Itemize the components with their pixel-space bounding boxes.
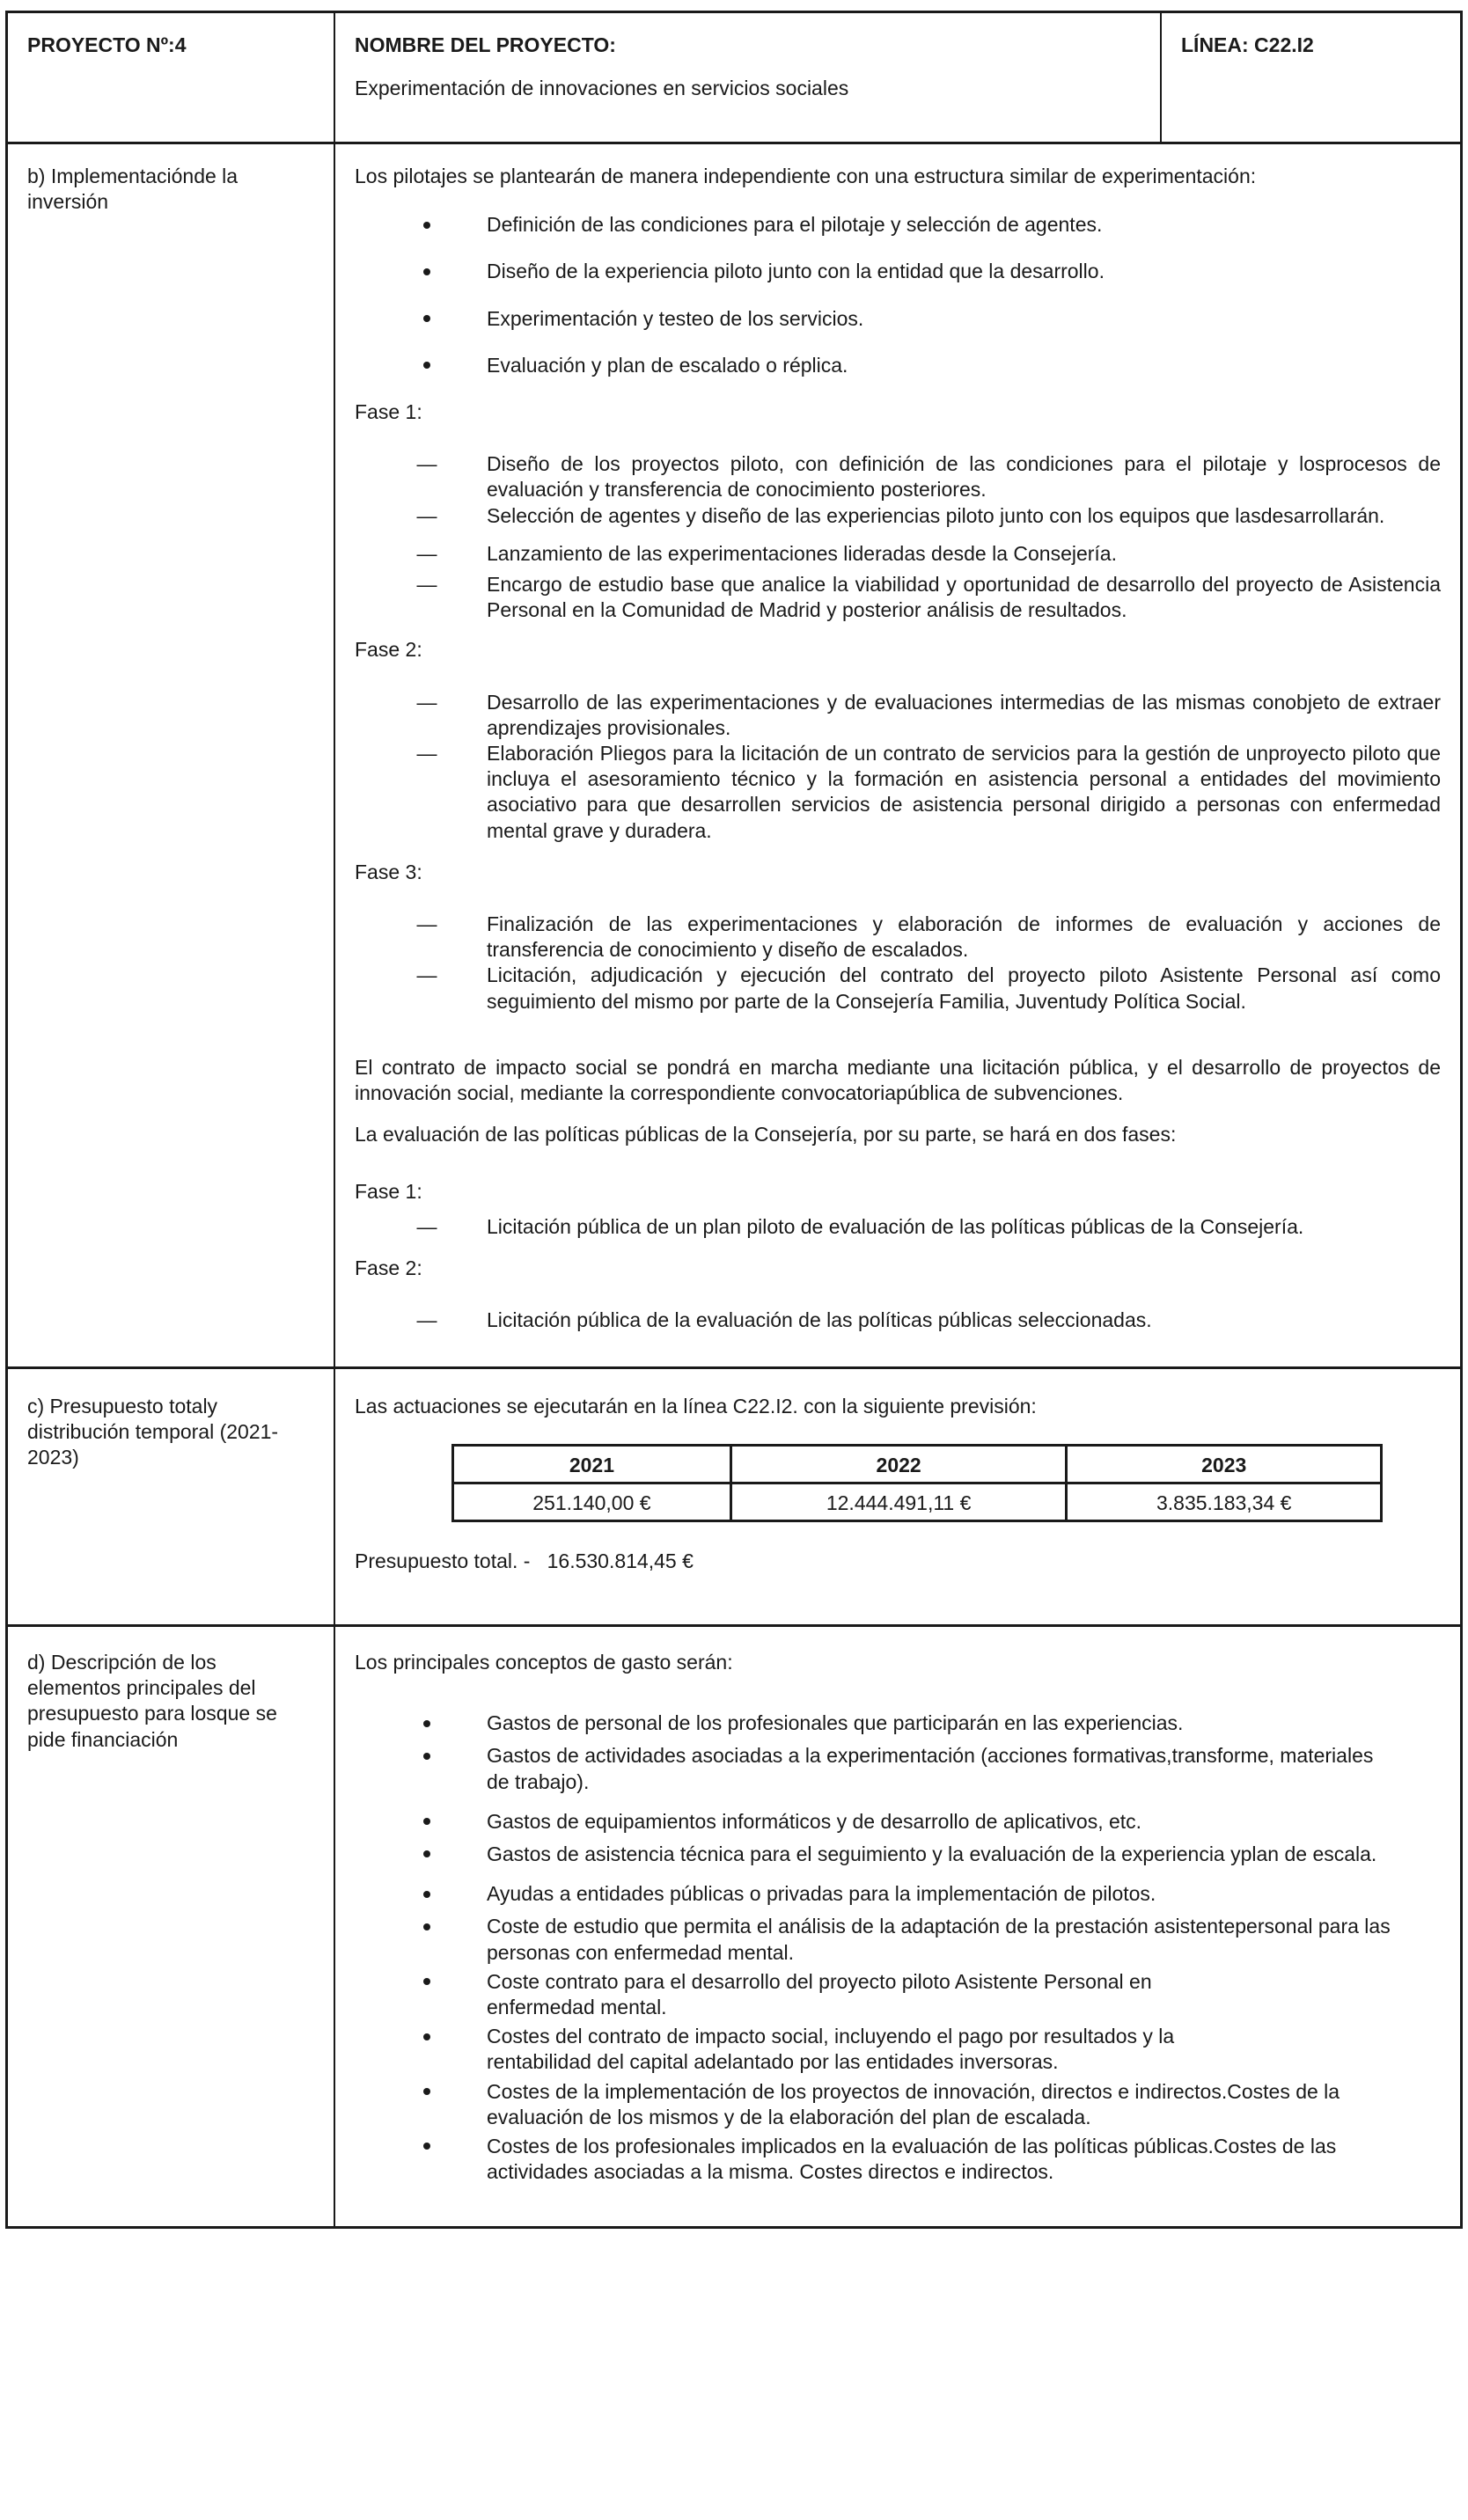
evaluation-phase-2-title: Fase 2: — [355, 1256, 422, 1279]
bullet-icon — [423, 1720, 430, 1727]
budget-header-row — [453, 1446, 1382, 1483]
section-b-intro: Los pilotajes se plantearán de manera independiente con una estructura similar de experimentación: — [355, 165, 1257, 187]
bullet-icon — [423, 2033, 430, 2040]
list-item: Experimentación y testeo de los servicios. — [355, 306, 1441, 332]
bullet-icon — [423, 2143, 430, 2150]
list-item: Ayudas a entidades públicas o privadas para la implementación de pilotos. — [355, 1881, 1398, 1907]
section-d-label-cell — [8, 1627, 335, 2226]
list-item: — Encargo de estudio base que analice la viabilidad y oportunidad de desarrollo del proyecto de Asistencia Personal en la Comunidad de Madrid y posterior análisis de resultados. — [416, 573, 1441, 622]
list-item: — Lanzamiento de las experimentaciones lideradas desde la Consejería. — [355, 541, 1441, 567]
bullet-icon — [423, 315, 430, 322]
expense-concepts-list — [355, 1711, 1398, 2185]
list-item: — Licitación pública de un plan piloto de evaluación de las políticas públicas de la Consejería. — [355, 1214, 1441, 1240]
phase-2-list — [355, 690, 1441, 844]
section-d-content — [335, 1627, 1460, 2226]
list-item: Gastos de asistencia técnica para el seguimiento y la evaluación de la experiencia yplan de escala. — [355, 1842, 1398, 1867]
list-item: Diseño de la experiencia piloto junto con la entidad que la desarrollo. — [355, 259, 1441, 284]
line-cell — [1162, 13, 1460, 142]
project-name: Experimentación de innovaciones en servicios sociales — [355, 77, 849, 100]
dash-icon: — — [416, 1308, 437, 1332]
dash-icon: — — [416, 503, 437, 527]
list-item: Definición de las condiciones para el pilotaje y selección de agentes. — [355, 212, 1441, 238]
budget-value-2023: 3.835.183,34 € — [1067, 1483, 1382, 1521]
evaluation-phase-1-title: Fase 1: — [355, 1180, 422, 1204]
budget-total: Presupuesto total. - 16.530.814,45 € — [355, 1549, 694, 1573]
dash-icon: — — [416, 541, 437, 565]
budget-year-2023: 2023 — [1067, 1446, 1382, 1483]
project-number: PROYECTO Nº:4 — [27, 33, 187, 56]
project-name-label: NOMBRE DEL PROYECTO: — [355, 33, 616, 56]
list-item: Gastos de actividades asociadas a la experimentación (acciones formativas,transforme, materiales de trabajo). — [355, 1743, 1398, 1794]
list-item: Evaluación y plan de escalado o réplica. — [355, 353, 1441, 378]
experimentation-steps-list — [355, 212, 1441, 378]
bullet-icon — [423, 222, 430, 229]
dash-icon: — — [416, 912, 437, 936]
section-d-intro: Los principales conceptos de gasto serán: — [355, 1651, 733, 1674]
project-number-cell — [8, 13, 335, 142]
dash-icon: — — [416, 1214, 437, 1238]
budget-year-2022: 2022 — [730, 1446, 1067, 1483]
dash-icon: — — [416, 742, 437, 766]
section-c-content — [335, 1369, 1460, 1624]
bullet-icon — [423, 1891, 430, 1898]
phase-3-title: Fase 3: — [355, 860, 422, 883]
list-item: Costes del contrato de impacto social, incluyendo el pago por resultados y la rentabilidad del capital adelantado por las entidades inversoras. — [355, 2024, 1398, 2075]
section-d-row — [8, 1627, 1460, 2226]
phase-3-list — [355, 912, 1441, 1015]
section-c-intro: Las actuaciones se ejecutarán en la línea C22.I2. con la siguiente previsión: — [355, 1395, 1037, 1418]
header-row — [8, 13, 1460, 144]
section-b-label: b) Implementaciónde la inversión — [27, 165, 239, 214]
section-c-row — [8, 1369, 1460, 1627]
list-item: — Desarrollo de las experimentaciones y de evaluaciones intermedias de las mismas conobjeto de extraer aprendizajes provisionales. — [416, 690, 1441, 739]
project-name-cell — [335, 13, 1162, 142]
dash-icon: — — [416, 573, 437, 597]
bullet-icon — [423, 1978, 430, 1985]
list-item: Coste de estudio que permita el análisis de la adaptación de la prestación asistentepersonal para las personas con enfermedad mental. — [355, 1914, 1398, 1965]
section-c-label-cell — [8, 1369, 335, 1624]
bullet-icon — [423, 1818, 430, 1825]
list-item: — Elaboración Pliegos para la licitación de un contrato de servicios para la gestión de unproyecto piloto que incluya el asesoramiento técnico y la formación en asistencia personal a entidades del movimiento asociativo para que desarrollen servicios de asistencia personal dirigido a personas con enfermedad mental grave y duradera. — [416, 742, 1441, 842]
bullet-icon — [423, 2088, 430, 2095]
budget-year-2021: 2021 — [453, 1446, 731, 1483]
list-item: Costes de la implementación de los proyectos de innovación, directos e indirectos.Costes de la evaluación de los mismos y de la elaboración del plan de escalada. — [355, 2079, 1398, 2130]
section-c-label: c) Presupuesto totaly distribución temporal (2021-2023) — [27, 1395, 279, 1469]
evaluation-intro: La evaluación de las políticas públicas de la Consejería, por su parte, se hará en dos fases: — [355, 1123, 1177, 1146]
budget-value-2022: 12.444.491,11 € — [730, 1483, 1067, 1521]
section-d-label: d) Descripción de los elementos principales del presupuesto para losque se pide financiación — [27, 1651, 277, 1751]
phase-1-title: Fase 1: — [355, 400, 422, 424]
bullet-icon — [423, 1923, 430, 1930]
phase-1-list — [355, 451, 1441, 623]
budget-values-row — [453, 1483, 1382, 1521]
evaluation-phase-2-list — [355, 1308, 1441, 1333]
list-item: — Licitación pública de la evaluación de las políticas públicas seleccionadas. — [355, 1308, 1441, 1333]
list-item: — Selección de agentes y diseño de las experiencias piloto junto con los equipos que lasdesarrollarán. — [355, 503, 1441, 529]
budget-value-2021: 251.140,00 € — [453, 1483, 731, 1521]
bullet-icon — [423, 1753, 430, 1760]
bullet-icon — [423, 268, 430, 275]
bullet-icon — [423, 362, 430, 369]
section-b-label-cell — [8, 144, 335, 1366]
list-item: — Licitación, adjudicación y ejecución del contrato del proyecto piloto Asistente Personal así como seguimiento del mismo por parte de la Consejería Familia, Juventudy Política Social. — [416, 963, 1441, 1013]
dash-icon: — — [416, 963, 437, 987]
budget-table — [451, 1444, 1383, 1522]
list-item: Costes de los profesionales implicados en la evaluación de las políticas públicas.Costes de las actividades asociadas a la misma. Costes directos e indirectos. — [355, 2134, 1398, 2185]
list-item: — Finalización de las experimentaciones y elaboración de informes de evaluación y acciones de transferencia de conocimiento y diseño de escalados. — [416, 912, 1441, 962]
contract-paragraph: El contrato de impacto social se pondrá en marcha mediante una licitación pública, y el desarrollo de proyectos de innovación social, mediante la correspondiente convocatoriapública de subvenciones. — [355, 1055, 1441, 1105]
section-b-row — [8, 144, 1460, 1369]
phase-2-title: Fase 2: — [355, 638, 422, 662]
dash-icon: — — [416, 690, 437, 714]
dash-icon: — — [416, 452, 437, 476]
bullet-icon — [423, 1850, 430, 1857]
list-item: Coste contrato para el desarrollo del proyecto piloto Asistente Personal en enfermedad mental. — [355, 1969, 1398, 2020]
list-item: — Diseño de los proyectos piloto, con definición de las condiciones para el pilotaje y losprocesos de evaluación y transferencia de conocimiento posteriores. — [416, 452, 1441, 502]
project-sheet — [5, 11, 1463, 2229]
line-code: LÍNEA: C22.I2 — [1181, 33, 1314, 56]
section-b-content — [335, 144, 1460, 1366]
evaluation-phase-1-list — [355, 1214, 1441, 1240]
list-item: Gastos de personal de los profesionales que participarán en las experiencias. — [355, 1711, 1398, 1736]
list-item: Gastos de equipamientos informáticos y de desarrollo de aplicativos, etc. — [355, 1809, 1398, 1835]
